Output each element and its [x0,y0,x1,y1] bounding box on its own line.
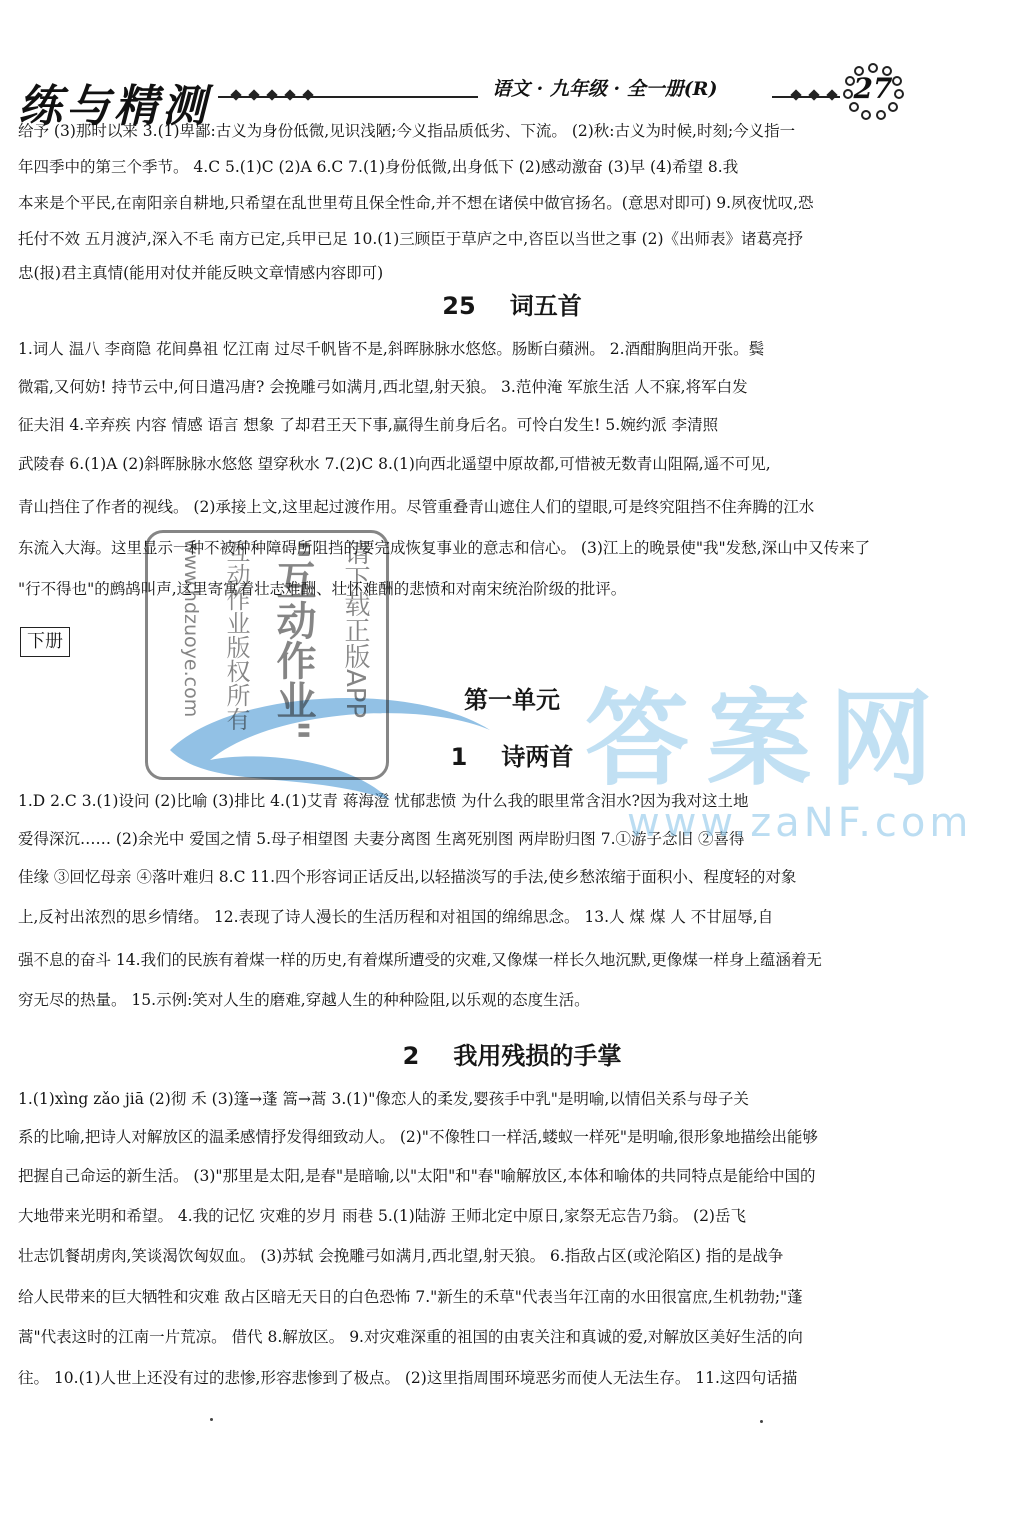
scan-speck [210,1418,213,1421]
answer-line: 壮志饥餐胡虏肉,笑谈渴饮匈奴血。 (3)苏轼 会挽雕弓如满月,西北望,射天狼。 6.指敌占区(或沦陷区) 指的是战争 [18,1247,784,1265]
answer-line: 1.词人 温八 李商隐 花间鼻祖 忆江南 过尽千帆皆不是,斜晖脉脉水悠悠。肠断白蘋洲。 2.酒酣胸胆尚开张。鬓 [18,340,765,358]
answer-line: "行不得也"的鹧鸪叫声,这里寄寓着壮志难酬、壮怀难酬的悲愤和对南宋统治阶级的批评。 [18,580,627,598]
answer-line: 年四季中的第三个季节。 4.C 5.(1)C (2)A 6.C 7.(1)身份低微,出身低下 (2)感动激奋 (3)早 (4)希望 8.我 [18,158,739,176]
subject-label: 语文 · 九年级 · 全一册(R) [492,78,718,100]
volume-label: 下册 [20,627,70,657]
answer-line: 佳缘 ③回忆母亲 ④落叶难归 8.C 11.四个形容词正话反出,以轻描淡写的手法,使乡愁浓缩于面积小、程度轻的对象 [18,868,797,886]
answer-line: 1.D 2.C 3.(1)设问 (2)比喻 (3)排比 4.(1)艾青 蒋海澄 忧郁悲愤 为什么我的眼里常含泪水?因为我对这土地 [18,792,749,810]
watermark-site-name: 答案网 [585,678,952,800]
answer-line: 系的比喻,把诗人对解放区的温柔感情抒发得细致动人。 (2)"不像牲口一样活,蝼蚁一样死"是明喻,很形象地描绘出能够 [18,1128,818,1146]
watermark-text: www.hdzuoye.com [180,539,202,718]
answer-line: 征夫泪 4.辛弃疾 内容 情感 语言 想象 了却君王天下事,赢得生前身后名。可怜白发生! 5.婉约派 李清照 [18,416,719,434]
diamond-ornament [302,89,313,100]
answer-line: 1.(1)xìng zǎo jiā (2)彻 禾 (3)篷→蓬 篙→蒿 3.(1)"像恋人的柔发,婴孩手中乳"是明喻,以情侣关系与母子关 [18,1090,749,1108]
answer-line: 东流入大海。这里显示一种不被种种障碍所阻挡的要完成恢复事业的意志和信心。 (3)江上的晚景使"我"发愁,深山中又传来了 [18,539,871,557]
scan-speck [760,1420,763,1423]
section-heading [0,286,1024,321]
section-title: 我用残损的手掌 [453,1042,622,1070]
answer-line: 强不息的奋斗 14.我们的民族有着煤一样的历史,有着煤所遭受的灾难,又像煤一样长久地沉默,更像煤一样身上蕴涵着无 [18,951,822,969]
diamond-ornament [790,89,801,100]
answer-line: 大地带来光明和希望。 4.我的记忆 灾难的岁月 雨巷 5.(1)陆游 王师北定中原日,家祭无忘告乃翁。 (2)岳飞 [18,1207,746,1225]
section-number: 1 [450,743,468,771]
answer-line: 微霜,又何妨! 持节云中,何日遣冯唐? 会挽雕弓如满月,西北望,射天狼。 3.范仲淹 军旅生活 人不寐,将军白发 [18,378,748,396]
brand-title: 练与精测 [18,81,210,132]
answer-line: 托付不效 五月渡泸,深入不毛 南方已定,兵甲已足 10.(1)三顾臣于草庐之中,咨臣以当世之事 (2)《出师表》诸葛亮抒 [18,230,804,248]
answer-line: 给人民带来的巨大牺牲和灾难 敌占区暗无天日的白色恐怖 7."新生的禾草"代表当年江南的水田很富庶,生机勃勃;"蓬 [18,1288,803,1306]
answer-line: 武陵春 6.(1)A (2)斜晖脉脉水悠悠 望穿秋水 7.(2)C 8.(1)向西北遥望中原故都,可惜被无数青山阻隔,遥不可见, [18,455,771,473]
section-number: 25 [442,292,476,320]
answer-line: 蒿"代表这时的江南一片荒凉。 借代 8.解放区。 9.对灾难深重的祖国的由衷关注和真诚的爱,对解放区美好生活的向 [18,1328,803,1346]
answer-line: 穷无尽的热量。 15.示例:笑对人生的磨难,穿越人生的种种险阻,以乐观的态度生活。 [18,991,590,1009]
diamond-ornament [248,89,259,100]
answer-line: 把握自己命运的新生活。 (3)"那里是太阳,是春"是暗喻,以"太阳"和"春"喻解放区,本体和喻体的共同特点是能给中国的 [18,1167,816,1185]
watermark-text: "互动作业" [270,539,316,741]
section-heading [0,1036,1024,1071]
answer-line: 往。 10.(1)人世上还没有过的悲惨,形容悲惨到了极点。 (2)这里指周围环境恶劣而使人无法生存。 11.这四句话描 [18,1369,798,1387]
watermark-text: 互动作业版权所有 [222,539,250,731]
answer-line: 上,反衬出浓烈的思乡情绪。 12.表现了诗人漫长的生活历程和对祖国的绵绵思念。 13.人 煤 煤 人 不甘屈辱,自 [18,908,774,926]
answer-line: 忠(报)君主真情(能用对仗并能反映文章情感内容即可) [18,264,384,282]
diamond-ornament [826,89,837,100]
diamond-ornament [284,89,295,100]
watermark-site-url: www.zaNF.com [627,800,973,846]
answer-line: 本来是个平民,在南阳亲自耕地,只希望在乱世里苟且保全性命,并不想在诸侯中做官扬名。(意思对即可) 9.夙夜忧叹,恐 [18,194,814,212]
diamond-ornament [808,89,819,100]
watermark-text: 请下载正版APP [340,539,370,719]
page-number-badge [842,62,904,120]
answer-line: 给予 (3)那时以来 3.(1)卑鄙:古义为身份低微,见识浅陋;今义指品质低劣、下流。 (2)秋:古义为时候,时刻;今义指一 [18,122,796,140]
section-title: 词五首 [509,292,582,320]
unit-title: 第一单元 [464,686,560,714]
page-number: 27 [853,72,893,105]
watermark-stamp [145,530,389,780]
section-title: 诗两首 [501,743,574,771]
section-number: 2 [402,1042,420,1070]
diamond-ornament [266,89,277,100]
answer-line: 爱得深沉…… (2)余光中 爱国之情 5.母子相望图 夫妻分离图 生离死别图 两岸盼归图 7.①游子念旧 ②喜得 [18,830,745,848]
answer-line: 青山挡住了作者的视线。 (2)承接上文,这里起过渡作用。尽管重叠青山遮住人们的望眼,可是终究阻挡不住奔腾的江水 [18,498,815,516]
diamond-ornament [230,89,241,100]
